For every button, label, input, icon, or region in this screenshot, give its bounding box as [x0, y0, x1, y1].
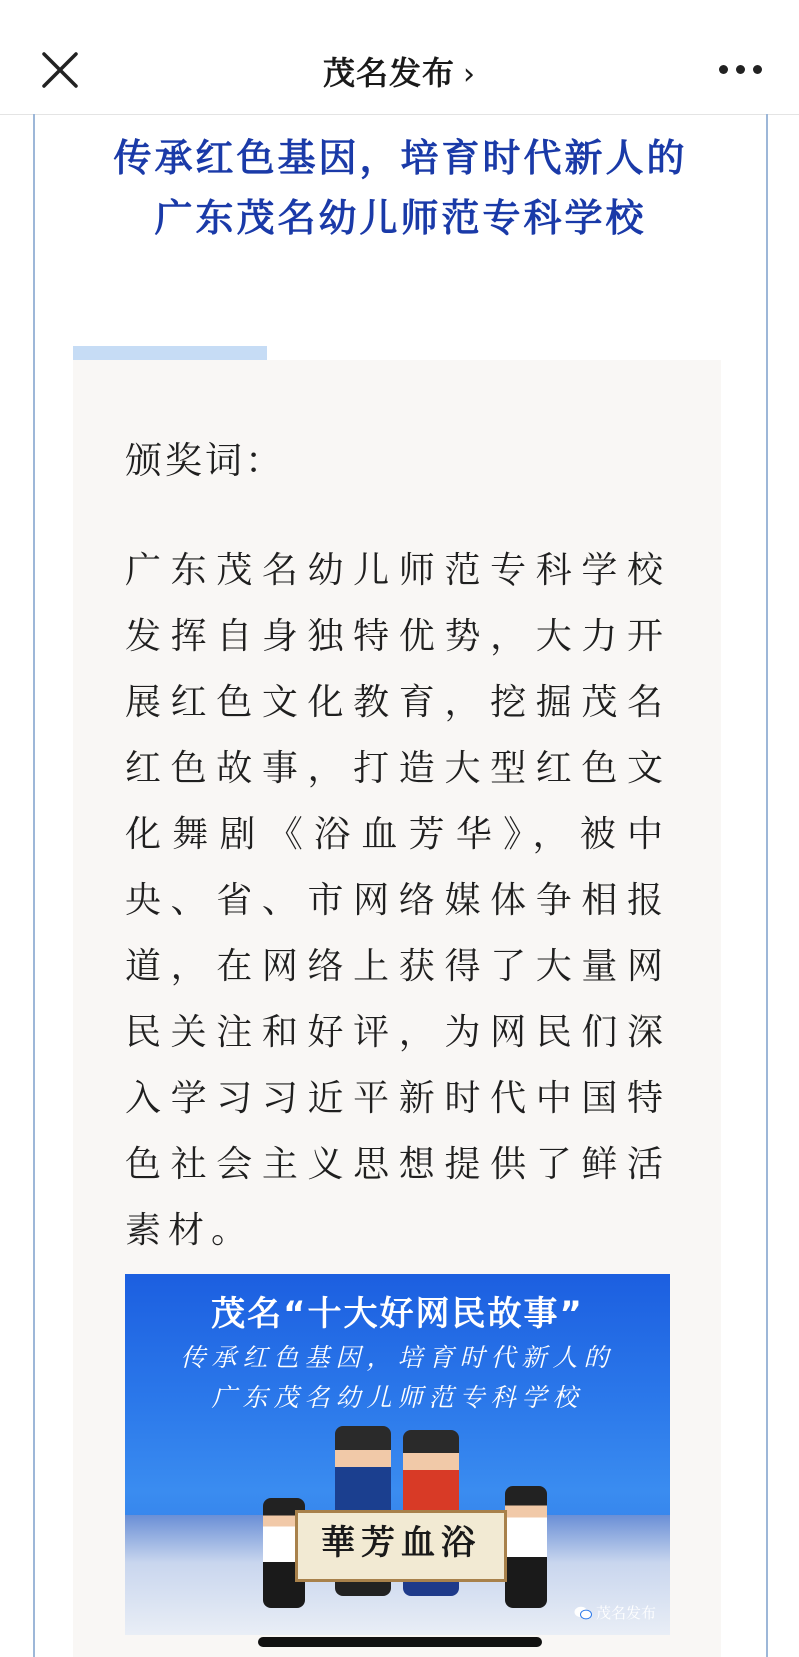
calligraphy-text: 華芳血浴	[321, 1523, 481, 1563]
photo-title: 茂名“十大好网民故事”	[211, 1294, 584, 1334]
watermark-text: 茂名发布	[595, 1604, 656, 1622]
accent-bar	[73, 346, 267, 360]
calligraphy-scroll	[295, 1510, 507, 1582]
chevron-right-icon: ›	[463, 57, 476, 92]
article-frame	[33, 114, 768, 1657]
award-label: 颁奖词：	[125, 439, 285, 482]
home-indicator[interactable]	[258, 1637, 542, 1647]
photo-watermark	[574, 1602, 656, 1623]
award-text: 广东茂名幼儿师范专科学校发挥自身独特优势，大力开展红色文化教育，挖掘茂名红色故事，打造大型红色文化舞剧《浴血芳华》，被中央、省、市网络媒体争相报道，在网络上获得了大量网民关注和好评，为网民们深入学习习近平新时代中国特色社会主义思想提供了鲜活素材。	[125, 550, 670, 1251]
photo-subtitle-line-1: 传承红色基因，培育时代新人的	[180, 1343, 615, 1372]
headline-line-2: 广东茂名幼儿师范专科学校	[154, 196, 647, 240]
article-headline	[35, 128, 766, 248]
award-card	[73, 360, 721, 1657]
hostess-right	[505, 1486, 547, 1608]
account-title: 茂名发布	[322, 54, 455, 92]
top-navbar	[0, 0, 799, 115]
account-title-link[interactable]	[0, 48, 799, 94]
more-icon[interactable]	[719, 62, 763, 78]
wechat-icon	[574, 1606, 592, 1620]
headline-line-1: 传承红色基因，培育时代新人的	[113, 136, 688, 180]
photo-subtitle-line-2: 广东茂名幼儿师范专科学校	[211, 1383, 584, 1412]
award-ceremony-photo[interactable]	[125, 1274, 670, 1635]
